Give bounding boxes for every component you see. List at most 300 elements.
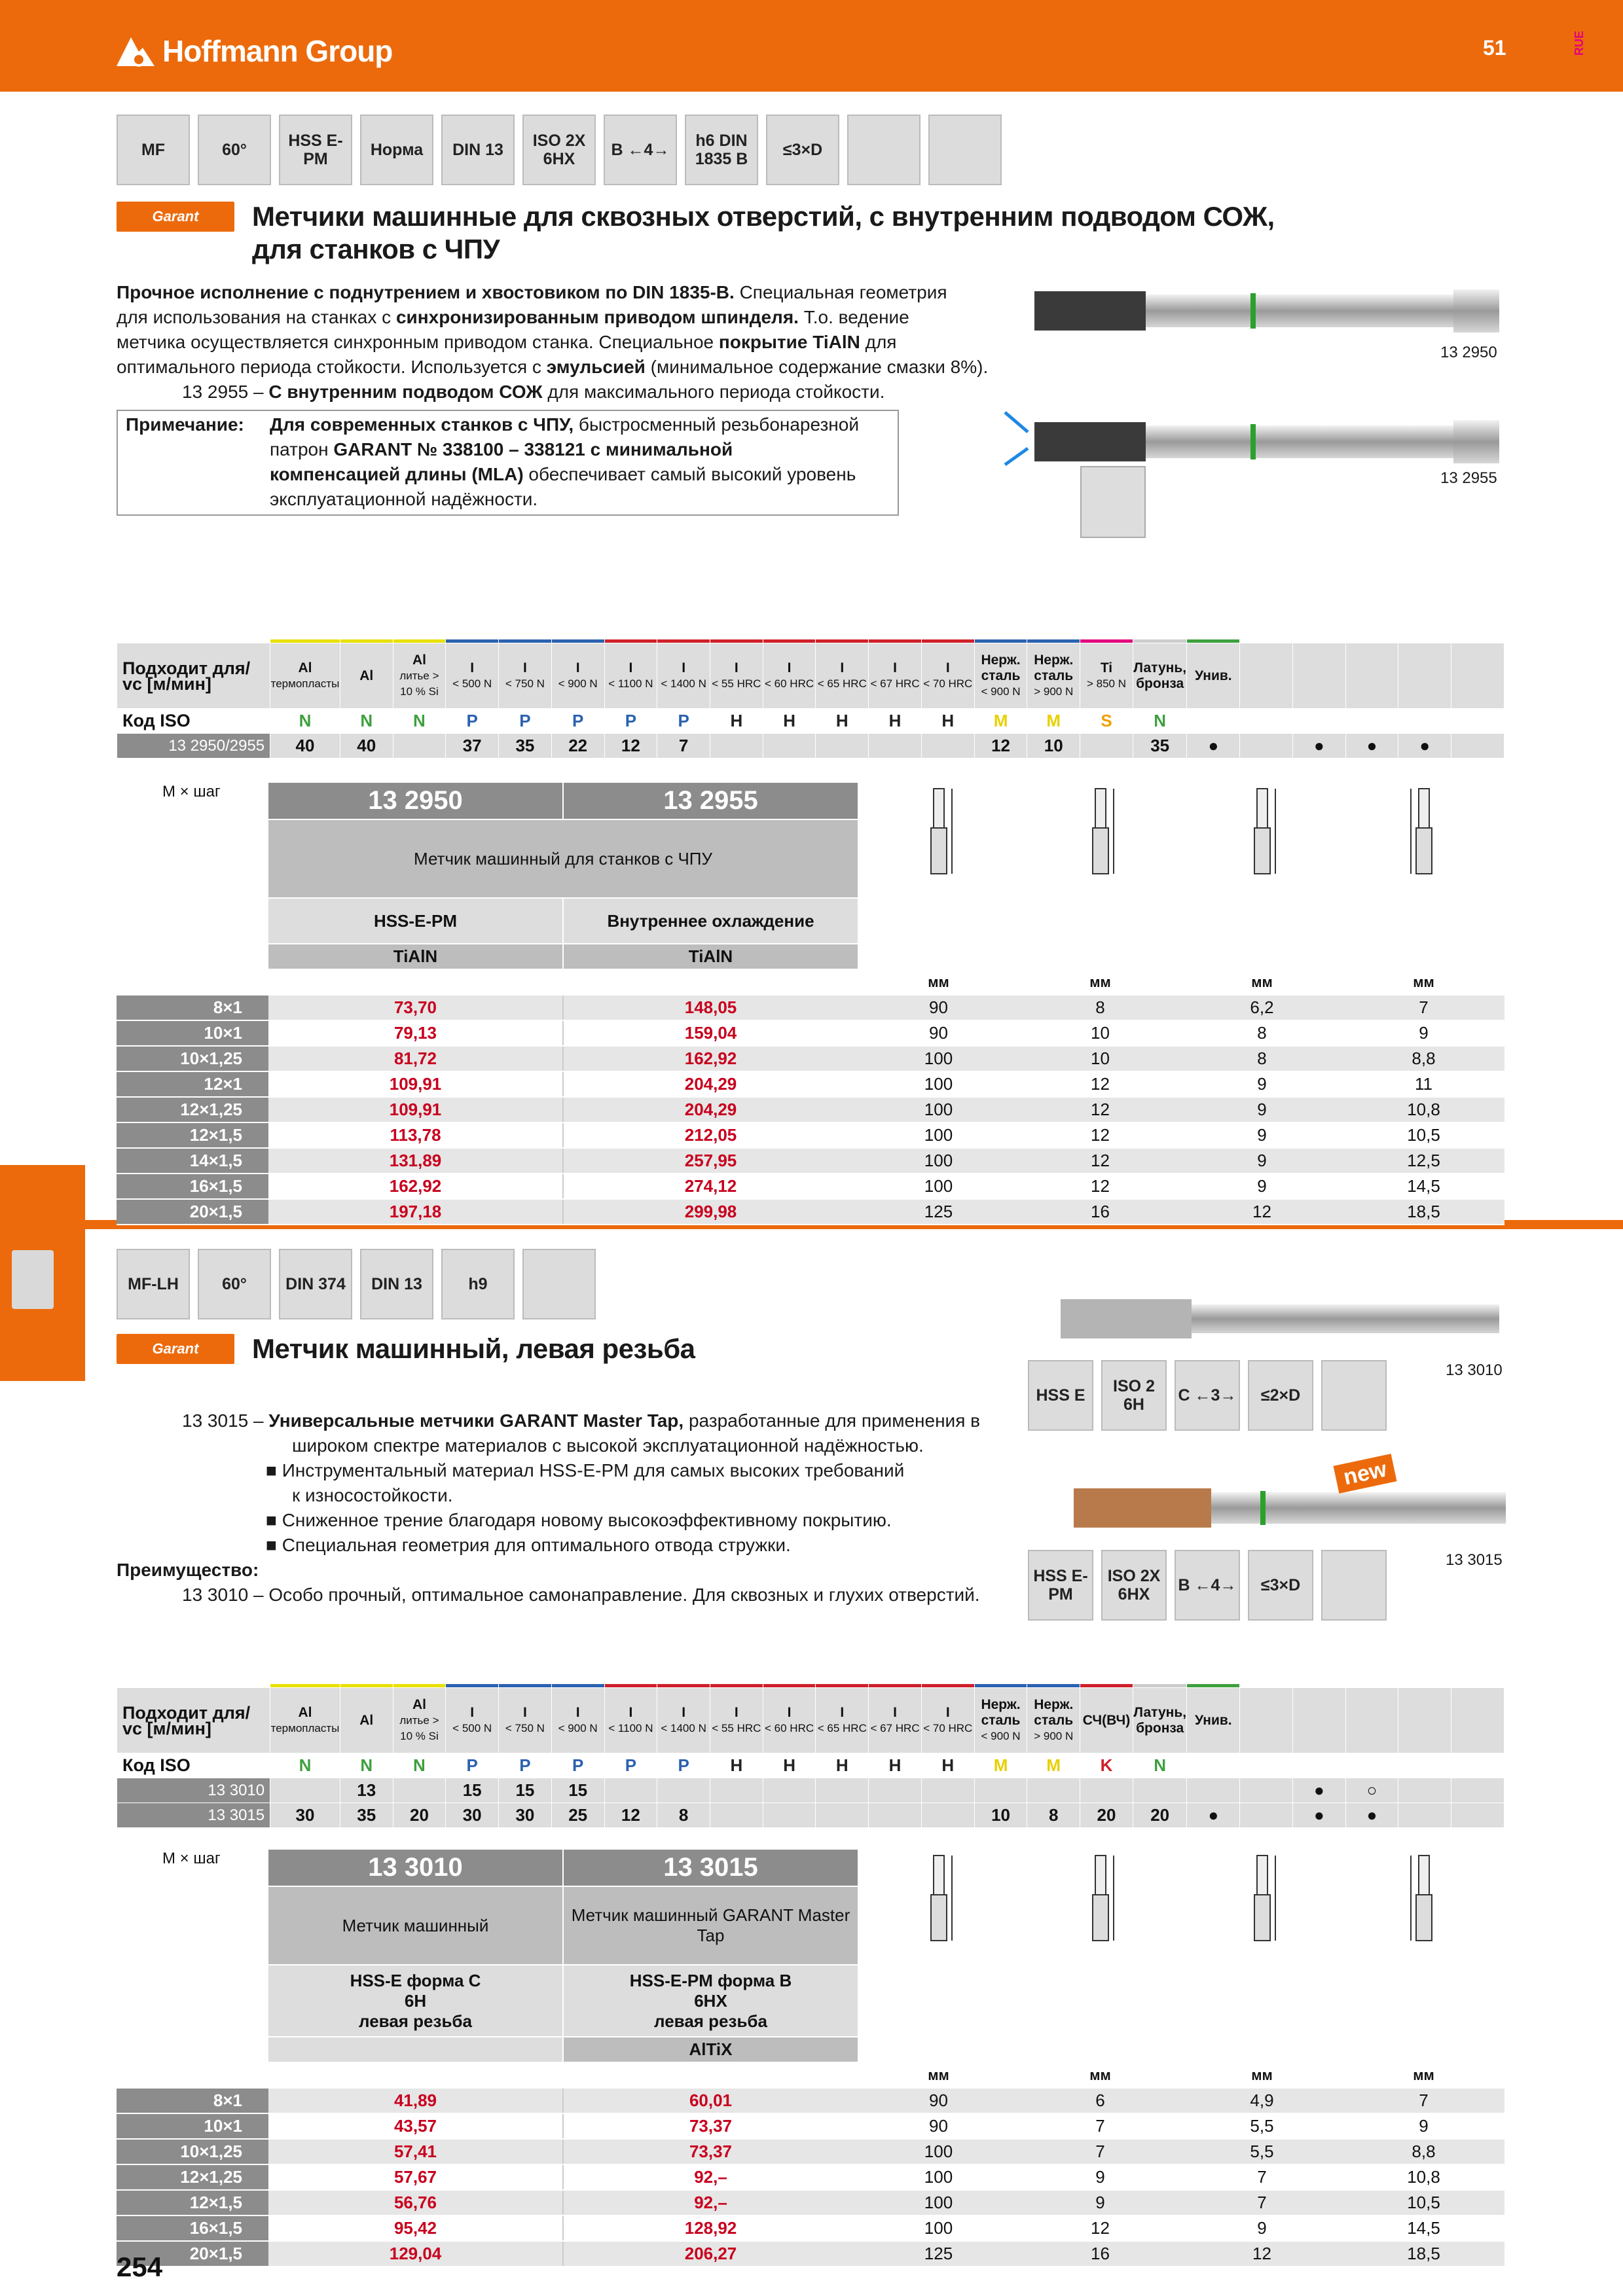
- coating-b: AlTiX: [563, 2037, 858, 2062]
- material-header: I < 60 HRC: [763, 1688, 816, 1753]
- table-row: [117, 2139, 1504, 2164]
- iso-code: N: [1133, 709, 1187, 734]
- material-header: I < 60 HRC: [763, 643, 816, 709]
- material-header: Нерж. сталь < 900 N: [974, 643, 1027, 709]
- iso-code: P: [446, 1753, 499, 1778]
- article-code-a: 13 2950: [268, 783, 563, 819]
- material-header: I < 65 HRC: [816, 1688, 869, 1753]
- iso-code: [1398, 1753, 1451, 1778]
- dim-value: 9: [1181, 1122, 1343, 1148]
- dim-value: 100: [858, 1122, 1019, 1148]
- material-header: Al термопласты: [270, 643, 340, 709]
- vc-value: ●: [1345, 1803, 1398, 1828]
- dim-value: 14,5: [1343, 1174, 1504, 1199]
- material-header: I < 67 HRC: [869, 643, 922, 709]
- dim-value: 10: [1019, 1046, 1181, 1071]
- vc-value: [974, 1778, 1027, 1803]
- dim-value: 9: [1343, 1020, 1504, 1046]
- mat-b: Внутреннее охлаждение: [563, 898, 858, 944]
- dim-value: 9: [1019, 2164, 1181, 2190]
- m-pitch: 10×1: [117, 1020, 268, 1046]
- vc-value: [869, 1778, 922, 1803]
- iso-label: Код ISO: [117, 1753, 270, 1778]
- section2-description: 13 3015 – Универсальные метчики GARANT Master Tap, разработанные для применения в широком спектре материалов с высокой эксплуатационной надёжностью. ■ Инструментальный материал HSS-E-PM для самых высоких требований к износостойкости. ■ Сниженное трение благодаря новому высокоэффективному покрытию. ■ Специальная геометрия для оптимального отвода стружки. Преимущество: 13 3010 – Особо прочный, оптимальное самонаправление. Для сквозных и глухих отверстий.: [117, 1410, 981, 1605]
- dim-value: 18,5: [1343, 1199, 1504, 1225]
- price-a: 79,13: [268, 1020, 563, 1046]
- iso-code: N: [340, 709, 393, 734]
- price-b: 206,27: [563, 2241, 858, 2267]
- dim-value: 10: [1019, 1020, 1181, 1046]
- dim-value: 100: [858, 1071, 1019, 1097]
- tap-dimension-icon: [1243, 785, 1282, 890]
- property-icon-3: ≤3×D: [1248, 1550, 1313, 1621]
- iso-code: [1292, 709, 1345, 734]
- material-header: [1451, 643, 1504, 709]
- m-pitch: 16×1,5: [117, 2215, 268, 2241]
- dim-value: 12: [1019, 1097, 1181, 1122]
- m-pitch: 16×1,5: [117, 1174, 268, 1199]
- price-a: 113,78: [268, 1122, 563, 1148]
- vc-value: [1133, 1778, 1187, 1803]
- material-header: I < 900 N: [551, 1688, 604, 1753]
- material-header: Латунь, бронза: [1133, 1688, 1187, 1753]
- material-header: I < 500 N: [446, 643, 499, 709]
- property-icons-row: [117, 115, 1002, 185]
- price-a: 197,18: [268, 1199, 563, 1225]
- coating-b: TiAlN: [563, 944, 858, 969]
- dim-value: 12: [1019, 1148, 1181, 1174]
- vc-value: ●: [1292, 734, 1345, 759]
- iso-code: P: [499, 1753, 552, 1778]
- property-icon-0: HSS E: [1028, 1360, 1093, 1431]
- m-pitch: 20×1,5: [117, 2241, 268, 2267]
- property-icon-4: [1321, 1550, 1387, 1621]
- image-code-132950: 13 2950: [1440, 344, 1497, 361]
- dim-value: 7: [1019, 2113, 1181, 2139]
- material-header: СЧ(ВЧ): [1080, 1688, 1133, 1753]
- price-b: 60,01: [563, 2088, 858, 2113]
- coating-a: TiAlN: [268, 944, 563, 969]
- price-b: 257,95: [563, 1148, 858, 1174]
- material-header: Латунь, бронза: [1133, 643, 1187, 709]
- material-header: I < 1100 N: [604, 1688, 657, 1753]
- image-code-133015: 13 3015: [1446, 1551, 1503, 1569]
- material-header: Al: [340, 1688, 393, 1753]
- vc-value: [270, 1778, 340, 1803]
- dim-value: 7: [1343, 2088, 1504, 2113]
- property-icon-10: [928, 115, 1002, 185]
- material-header: Унив.: [1187, 643, 1240, 709]
- vc-value: [869, 1803, 922, 1828]
- unit-label: мм: [1343, 969, 1504, 995]
- price-a: 56,76: [268, 2190, 563, 2215]
- tap-dimension-icon: [919, 785, 958, 890]
- mat-a: HSS-E-PM: [268, 898, 563, 944]
- dim-value: 90: [858, 995, 1019, 1020]
- unit-label: мм: [1181, 969, 1343, 995]
- dim-value: 9: [1019, 2190, 1181, 2215]
- dim-drawing: [1343, 1850, 1504, 2062]
- dim-drawing: [1019, 1850, 1181, 2062]
- dim-value: 11: [1343, 1071, 1504, 1097]
- dim-value: 12: [1019, 1071, 1181, 1097]
- dim-value: 90: [858, 2113, 1019, 2139]
- vc-value: 12: [974, 734, 1027, 759]
- m-pitch: 12×1,25: [117, 2164, 268, 2190]
- iso-code: N: [270, 1753, 340, 1778]
- dim-value: 8,8: [1343, 2139, 1504, 2164]
- brand-logo: [117, 31, 392, 71]
- vc-value: [763, 734, 816, 759]
- table-row: [117, 1199, 1504, 1225]
- m-pitch-label: M × шаг: [117, 1850, 268, 1886]
- iso-code: K: [1080, 1753, 1133, 1778]
- material-header: I < 65 HRC: [816, 643, 869, 709]
- table-row: [117, 1097, 1504, 1122]
- vc-value: [816, 1778, 869, 1803]
- section1-title-line2: для станков с ЧПУ: [252, 234, 500, 264]
- material-header: I < 67 HRC: [869, 1688, 922, 1753]
- price-b: 73,37: [563, 2139, 858, 2164]
- dim-value: 12: [1019, 1174, 1181, 1199]
- material-header: I < 1400 N: [657, 1688, 710, 1753]
- iso-code: [1398, 709, 1451, 734]
- vc-value: 15: [499, 1778, 552, 1803]
- property-icon-1: ISO 2X 6HX: [1101, 1550, 1167, 1621]
- iso-code: H: [869, 1753, 922, 1778]
- iso-code: M: [1027, 709, 1080, 734]
- iso-code: P: [657, 1753, 710, 1778]
- iso-code: [1187, 709, 1240, 734]
- vc-value: 37: [446, 734, 499, 759]
- vc-value: 10: [1027, 734, 1080, 759]
- dim-drawing: [1181, 1850, 1343, 2062]
- iso-code: M: [974, 709, 1027, 734]
- dim-value: 18,5: [1343, 2241, 1504, 2267]
- iso-code: H: [710, 1753, 763, 1778]
- vc-value: [816, 734, 869, 759]
- material-header: I < 1100 N: [604, 643, 657, 709]
- footer-page-number: 254: [117, 2251, 163, 2282]
- iso-code: H: [763, 1753, 816, 1778]
- tap-dimension-icon: [1243, 1852, 1282, 1957]
- desc-a: Метчик машинный: [268, 1886, 563, 1965]
- price-b: 92,–: [563, 2164, 858, 2190]
- vc-value: [1080, 734, 1133, 759]
- iso-label: Код ISO: [117, 709, 270, 734]
- dim-value: 16: [1019, 1199, 1181, 1225]
- tap-dimension-icon: [1404, 1852, 1444, 1957]
- property-icon-9: [847, 115, 921, 185]
- icons-133010: [1028, 1360, 1387, 1431]
- vc-value: 40: [340, 734, 393, 759]
- material-table-1: [117, 639, 1504, 759]
- unit-label: мм: [858, 2062, 1019, 2088]
- iso-code: M: [974, 1753, 1027, 1778]
- brand-name: Hoffmann Group: [162, 34, 393, 68]
- iso-code: M: [1027, 1753, 1080, 1778]
- vc-value: ○: [1345, 1778, 1398, 1803]
- dim-value: 100: [858, 1046, 1019, 1071]
- material-header: Унив.: [1187, 1688, 1240, 1753]
- coolant-hole-icon: [1080, 466, 1146, 538]
- price-a: 43,57: [268, 2113, 563, 2139]
- material-header: I < 70 HRC: [921, 1688, 974, 1753]
- iso-code: [1451, 1753, 1504, 1778]
- vc-value: 10: [974, 1803, 1027, 1828]
- language-code: RUE: [1573, 30, 1586, 56]
- vc-value: [1080, 1778, 1133, 1803]
- price-a: 57,67: [268, 2164, 563, 2190]
- dim-value: 100: [858, 1174, 1019, 1199]
- price-b: 204,29: [563, 1071, 858, 1097]
- dim-value: 12: [1181, 2241, 1343, 2267]
- property-icon-2: B ←4→: [1175, 1550, 1240, 1621]
- material-header: I < 500 N: [446, 1688, 499, 1753]
- vc-value: [710, 734, 763, 759]
- iso-code: N: [393, 1753, 446, 1778]
- material-header: [1240, 1688, 1293, 1753]
- vc-value: [1398, 1778, 1451, 1803]
- vc-value: [657, 1778, 710, 1803]
- vc-value: ●: [1187, 1803, 1240, 1828]
- price-b: 274,12: [563, 1174, 858, 1199]
- iso-code: N: [340, 1753, 393, 1778]
- new-badge: new: [1334, 1454, 1397, 1494]
- vc-value: 7: [657, 734, 710, 759]
- property-icon-4: DIN 13: [441, 115, 515, 185]
- dim-value: 9: [1181, 1071, 1343, 1097]
- article-code-a: 13 3010: [268, 1850, 563, 1886]
- iso-code: P: [604, 709, 657, 734]
- vc-value: ●: [1345, 734, 1398, 759]
- vc-value: [1451, 734, 1504, 759]
- vc-value: 12: [604, 1803, 657, 1828]
- vc-value: [710, 1803, 763, 1828]
- property-icon-5: ISO 2X 6HX: [522, 115, 596, 185]
- vc-value: [393, 1778, 446, 1803]
- vc-value: 30: [499, 1803, 552, 1828]
- table-row: [117, 995, 1504, 1020]
- tap-dimension-icon: [1081, 785, 1120, 890]
- price-b: 299,98: [563, 1199, 858, 1225]
- vc-value: ●: [1187, 734, 1240, 759]
- vc-value: [1398, 1803, 1451, 1828]
- material-header: I < 900 N: [551, 643, 604, 709]
- tap-dimension-icon: [919, 1852, 958, 1957]
- dim-value: 100: [858, 2164, 1019, 2190]
- image-code-132955: 13 2955: [1440, 469, 1497, 487]
- price-a: 129,04: [268, 2241, 563, 2267]
- dim-value: 12: [1019, 2215, 1181, 2241]
- material-header: [1345, 643, 1398, 709]
- material-header: [1240, 643, 1293, 709]
- iso-code: P: [551, 1753, 604, 1778]
- price-a: 109,91: [268, 1097, 563, 1122]
- m-pitch-label: M × шаг: [117, 783, 268, 819]
- dim-drawing: [1019, 783, 1181, 969]
- dim-value: 8: [1181, 1020, 1343, 1046]
- property-icon-0: MF: [117, 115, 190, 185]
- tap-image-133010: [1061, 1293, 1506, 1352]
- material-header: [1292, 643, 1345, 709]
- vc-value: [921, 1778, 974, 1803]
- price-a: 109,91: [268, 1071, 563, 1097]
- price-b: 162,92: [563, 1046, 858, 1071]
- vc-value: [1027, 1778, 1080, 1803]
- vc-value: [1451, 1778, 1504, 1803]
- table-row: [117, 1148, 1504, 1174]
- tap-image-132955: [1002, 403, 1506, 481]
- vc-value: ●: [1398, 734, 1451, 759]
- price-b: 73,37: [563, 2113, 858, 2139]
- product-table-2: [117, 1850, 1504, 2267]
- iso-code: N: [270, 709, 340, 734]
- tap-dimension-icon: [1404, 785, 1444, 890]
- row-code: 13 2950/2955: [117, 734, 270, 759]
- hoffmann-logo-icon: [117, 35, 156, 67]
- property-icon-2: HSS E-PM: [279, 115, 352, 185]
- iso-code: H: [816, 1753, 869, 1778]
- iso-code: H: [869, 709, 922, 734]
- property-icon-6: B ←4→: [604, 115, 677, 185]
- iso-code: H: [763, 709, 816, 734]
- dim-value: 100: [858, 1148, 1019, 1174]
- table-row: [117, 1122, 1504, 1148]
- dim-value: 7: [1181, 2164, 1343, 2190]
- material-header: [1398, 643, 1451, 709]
- price-a: 95,42: [268, 2215, 563, 2241]
- material-table-2: [117, 1683, 1504, 1828]
- dim-value: 16: [1019, 2241, 1181, 2267]
- dim-value: 9: [1181, 1174, 1343, 1199]
- garant-badge-2: Garant: [117, 1334, 234, 1364]
- unit-label: мм: [1019, 2062, 1181, 2088]
- article-code-b: 13 2955: [563, 783, 858, 819]
- property-icon-1: 60°: [198, 115, 271, 185]
- iso-code: S: [1080, 709, 1133, 734]
- m-pitch: 12×1: [117, 1071, 268, 1097]
- dim-value: 10,5: [1343, 1122, 1504, 1148]
- property-icon-0: MF-LH: [117, 1249, 190, 1319]
- m-pitch: 10×1,25: [117, 2139, 268, 2164]
- dim-value: 8,8: [1343, 1046, 1504, 1071]
- dim-value: 125: [858, 2241, 1019, 2267]
- vc-value: ●: [1292, 1778, 1345, 1803]
- table-row: [117, 2088, 1504, 2113]
- vc-value: 8: [657, 1803, 710, 1828]
- vc-value: 20: [1080, 1803, 1133, 1828]
- iso-code: P: [657, 709, 710, 734]
- m-pitch: 10×1,25: [117, 1046, 268, 1071]
- vc-value: [763, 1778, 816, 1803]
- iso-code: [1451, 709, 1504, 734]
- dim-value: 9: [1181, 1097, 1343, 1122]
- property-icon-5: [522, 1249, 596, 1319]
- icons-133015: [1028, 1550, 1387, 1621]
- vc-value: 25: [551, 1803, 604, 1828]
- vc-value: [763, 1803, 816, 1828]
- dim-value: 10,8: [1343, 1097, 1504, 1122]
- vc-value: 15: [446, 1778, 499, 1803]
- vc-value: 8: [1027, 1803, 1080, 1828]
- tap-dimension-icon: [1081, 1852, 1120, 1957]
- tap-category-icon: [12, 1250, 54, 1309]
- vc-value: [710, 1778, 763, 1803]
- table-row: [117, 1174, 1504, 1199]
- vc-value: 30: [270, 1803, 340, 1828]
- material-header: Нерж. сталь > 900 N: [1027, 643, 1080, 709]
- iso-code: P: [604, 1753, 657, 1778]
- vc-value: [921, 1803, 974, 1828]
- dim-value: 12: [1019, 1122, 1181, 1148]
- vc-value: [393, 734, 446, 759]
- desc-b: Метчик машинный GARANT Master Tap: [563, 1886, 858, 1965]
- dim-value: 90: [858, 1020, 1019, 1046]
- suit-label: Подходит для/ vc [м/мин]: [117, 643, 270, 709]
- iso-code: H: [921, 709, 974, 734]
- product-table-1: [117, 783, 1504, 1225]
- page-number: 51: [1483, 36, 1506, 60]
- vc-value: 30: [446, 1803, 499, 1828]
- image-code-133010: 13 3010: [1446, 1361, 1503, 1379]
- vc-value: ●: [1292, 1803, 1345, 1828]
- dim-value: 100: [858, 2190, 1019, 2215]
- dim-value: 10,8: [1343, 2164, 1504, 2190]
- price-a: 41,89: [268, 2088, 563, 2113]
- vc-value: [1187, 1778, 1240, 1803]
- material-header: I < 1400 N: [657, 643, 710, 709]
- dim-value: 7: [1181, 2190, 1343, 2215]
- price-b: 148,05: [563, 995, 858, 1020]
- price-b: 159,04: [563, 1020, 858, 1046]
- suit-label: Подходит для/ vc [м/мин]: [117, 1688, 270, 1753]
- dim-value: 7: [1343, 995, 1504, 1020]
- vc-value: 35: [1133, 734, 1187, 759]
- table-row: [117, 1071, 1504, 1097]
- property-icon-8: ≤3×D: [766, 115, 839, 185]
- dim-value: 14,5: [1343, 2215, 1504, 2241]
- dim-value: 9: [1181, 1148, 1343, 1174]
- property-icon-1: 60°: [198, 1249, 271, 1319]
- table-row: [117, 2215, 1504, 2241]
- price-b: 128,92: [563, 2215, 858, 2241]
- price-a: 162,92: [268, 1174, 563, 1199]
- table-row: [117, 2241, 1504, 2267]
- material-header: Ti > 850 N: [1080, 643, 1133, 709]
- dim-value: 5,5: [1181, 2113, 1343, 2139]
- dim-value: 125: [858, 1199, 1019, 1225]
- material-header: Al термопласты: [270, 1688, 340, 1753]
- material-header: I < 70 HRC: [921, 643, 974, 709]
- property-icon-0: HSS E-PM: [1028, 1550, 1093, 1621]
- iso-code: [1240, 709, 1293, 734]
- property-icon-2: DIN 374: [279, 1249, 352, 1319]
- row-code: 13 3010: [117, 1778, 270, 1803]
- row-code: 13 3015: [117, 1803, 270, 1828]
- property-icon-4: h9: [441, 1249, 515, 1319]
- section1-title-line1: Метчики машинные для сквозных отверстий, с внутренним подводом СОЖ,: [252, 201, 1275, 232]
- unit-label: мм: [858, 969, 1019, 995]
- material-header: Al литье > 10 % Si: [393, 643, 446, 709]
- iso-code: P: [499, 709, 552, 734]
- section1-description: Прочное исполнение с поднутрением и хвостовиком по DIN 1835-B. Специальная геометрия для использования на станках с синхронизированным приводом шпинделя. Т.о. ведение метчика осуществляется синхронным приводом станка. Специальное покрытие TiAlN для оптимального периода стойкости. Используется с эмульсией (минимальное содержание смазки 8%). 13 2955 – С внутренним подводом СОЖ для максимального периода стойкости.: [117, 282, 989, 402]
- iso-code: [1240, 1753, 1293, 1778]
- dim-value: 8: [1019, 995, 1181, 1020]
- material-header: Нерж. сталь < 900 N: [974, 1688, 1027, 1753]
- price-a: 81,72: [268, 1046, 563, 1071]
- iso-code: N: [1133, 1753, 1187, 1778]
